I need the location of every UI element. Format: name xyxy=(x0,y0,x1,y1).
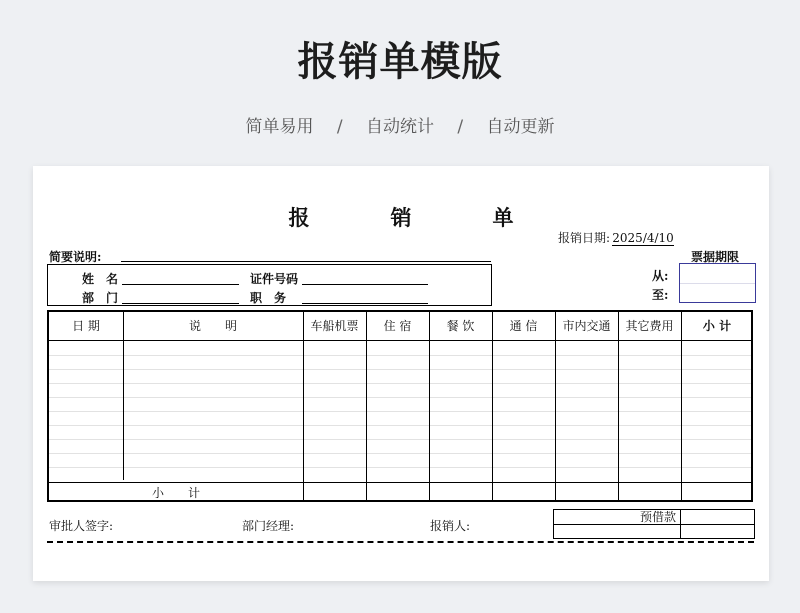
date-label: 报销日期: xyxy=(558,231,611,245)
subtotal-row-label: 小 计 xyxy=(151,486,200,500)
brief-label: 简要说明: xyxy=(49,250,102,264)
position-label: 职 务 xyxy=(250,291,287,305)
from-label: 从: xyxy=(652,269,669,283)
manager-label: 部门经理: xyxy=(242,519,295,533)
date-value[interactable]: 2025/4/10 xyxy=(612,231,674,245)
subtitle-item-2: 自动统计 xyxy=(366,117,434,137)
col-header-lodging: 住 宿 xyxy=(383,319,412,333)
banner-subtitle xyxy=(0,112,800,137)
advance-box xyxy=(553,509,755,539)
subtitle-item-3: 自动更新 xyxy=(486,117,555,137)
col-header-date: 日 期 xyxy=(72,319,100,333)
form-title: 报 销 单 xyxy=(288,205,544,230)
subtitle-separator: / xyxy=(457,117,464,137)
id-label: 证件号码 xyxy=(250,272,299,286)
banner-title: 报销单模版 xyxy=(297,39,503,85)
col-header-communication: 通 信 xyxy=(509,319,538,333)
personal-info-box xyxy=(47,264,492,306)
position-field-line[interactable] xyxy=(302,303,428,304)
expense-table xyxy=(47,310,753,502)
col-header-meals: 餐 饮 xyxy=(446,319,475,333)
dept-label: 部 门 xyxy=(82,291,119,305)
cut-line xyxy=(47,541,754,543)
reimbursement-sheet xyxy=(33,166,769,581)
period-box[interactable] xyxy=(679,263,756,303)
dept-field-line[interactable] xyxy=(122,303,239,304)
id-field-line[interactable] xyxy=(302,284,428,285)
col-header-local-transit: 市内交通 xyxy=(562,319,611,333)
claimant-label: 报销人: xyxy=(430,519,471,533)
period-label: 票据期限 xyxy=(691,250,740,264)
col-header-transport-tickets: 车船机票 xyxy=(310,319,359,333)
col-header-description: 说 明 xyxy=(188,319,237,333)
subtitle-item-1: 简单易用 xyxy=(245,117,314,137)
name-label: 姓 名 xyxy=(82,272,119,286)
advance-label: 预借款 xyxy=(640,510,677,524)
report-date xyxy=(558,229,674,246)
approver-label: 审批人签字: xyxy=(49,519,114,533)
subtitle-separator: / xyxy=(336,117,343,137)
col-header-other-expenses: 其它费用 xyxy=(625,319,674,333)
col-header-subtotal: 小 计 xyxy=(702,319,732,333)
name-field-line[interactable] xyxy=(122,284,239,285)
to-label: 至: xyxy=(652,288,669,302)
brief-field-line[interactable] xyxy=(121,261,491,262)
